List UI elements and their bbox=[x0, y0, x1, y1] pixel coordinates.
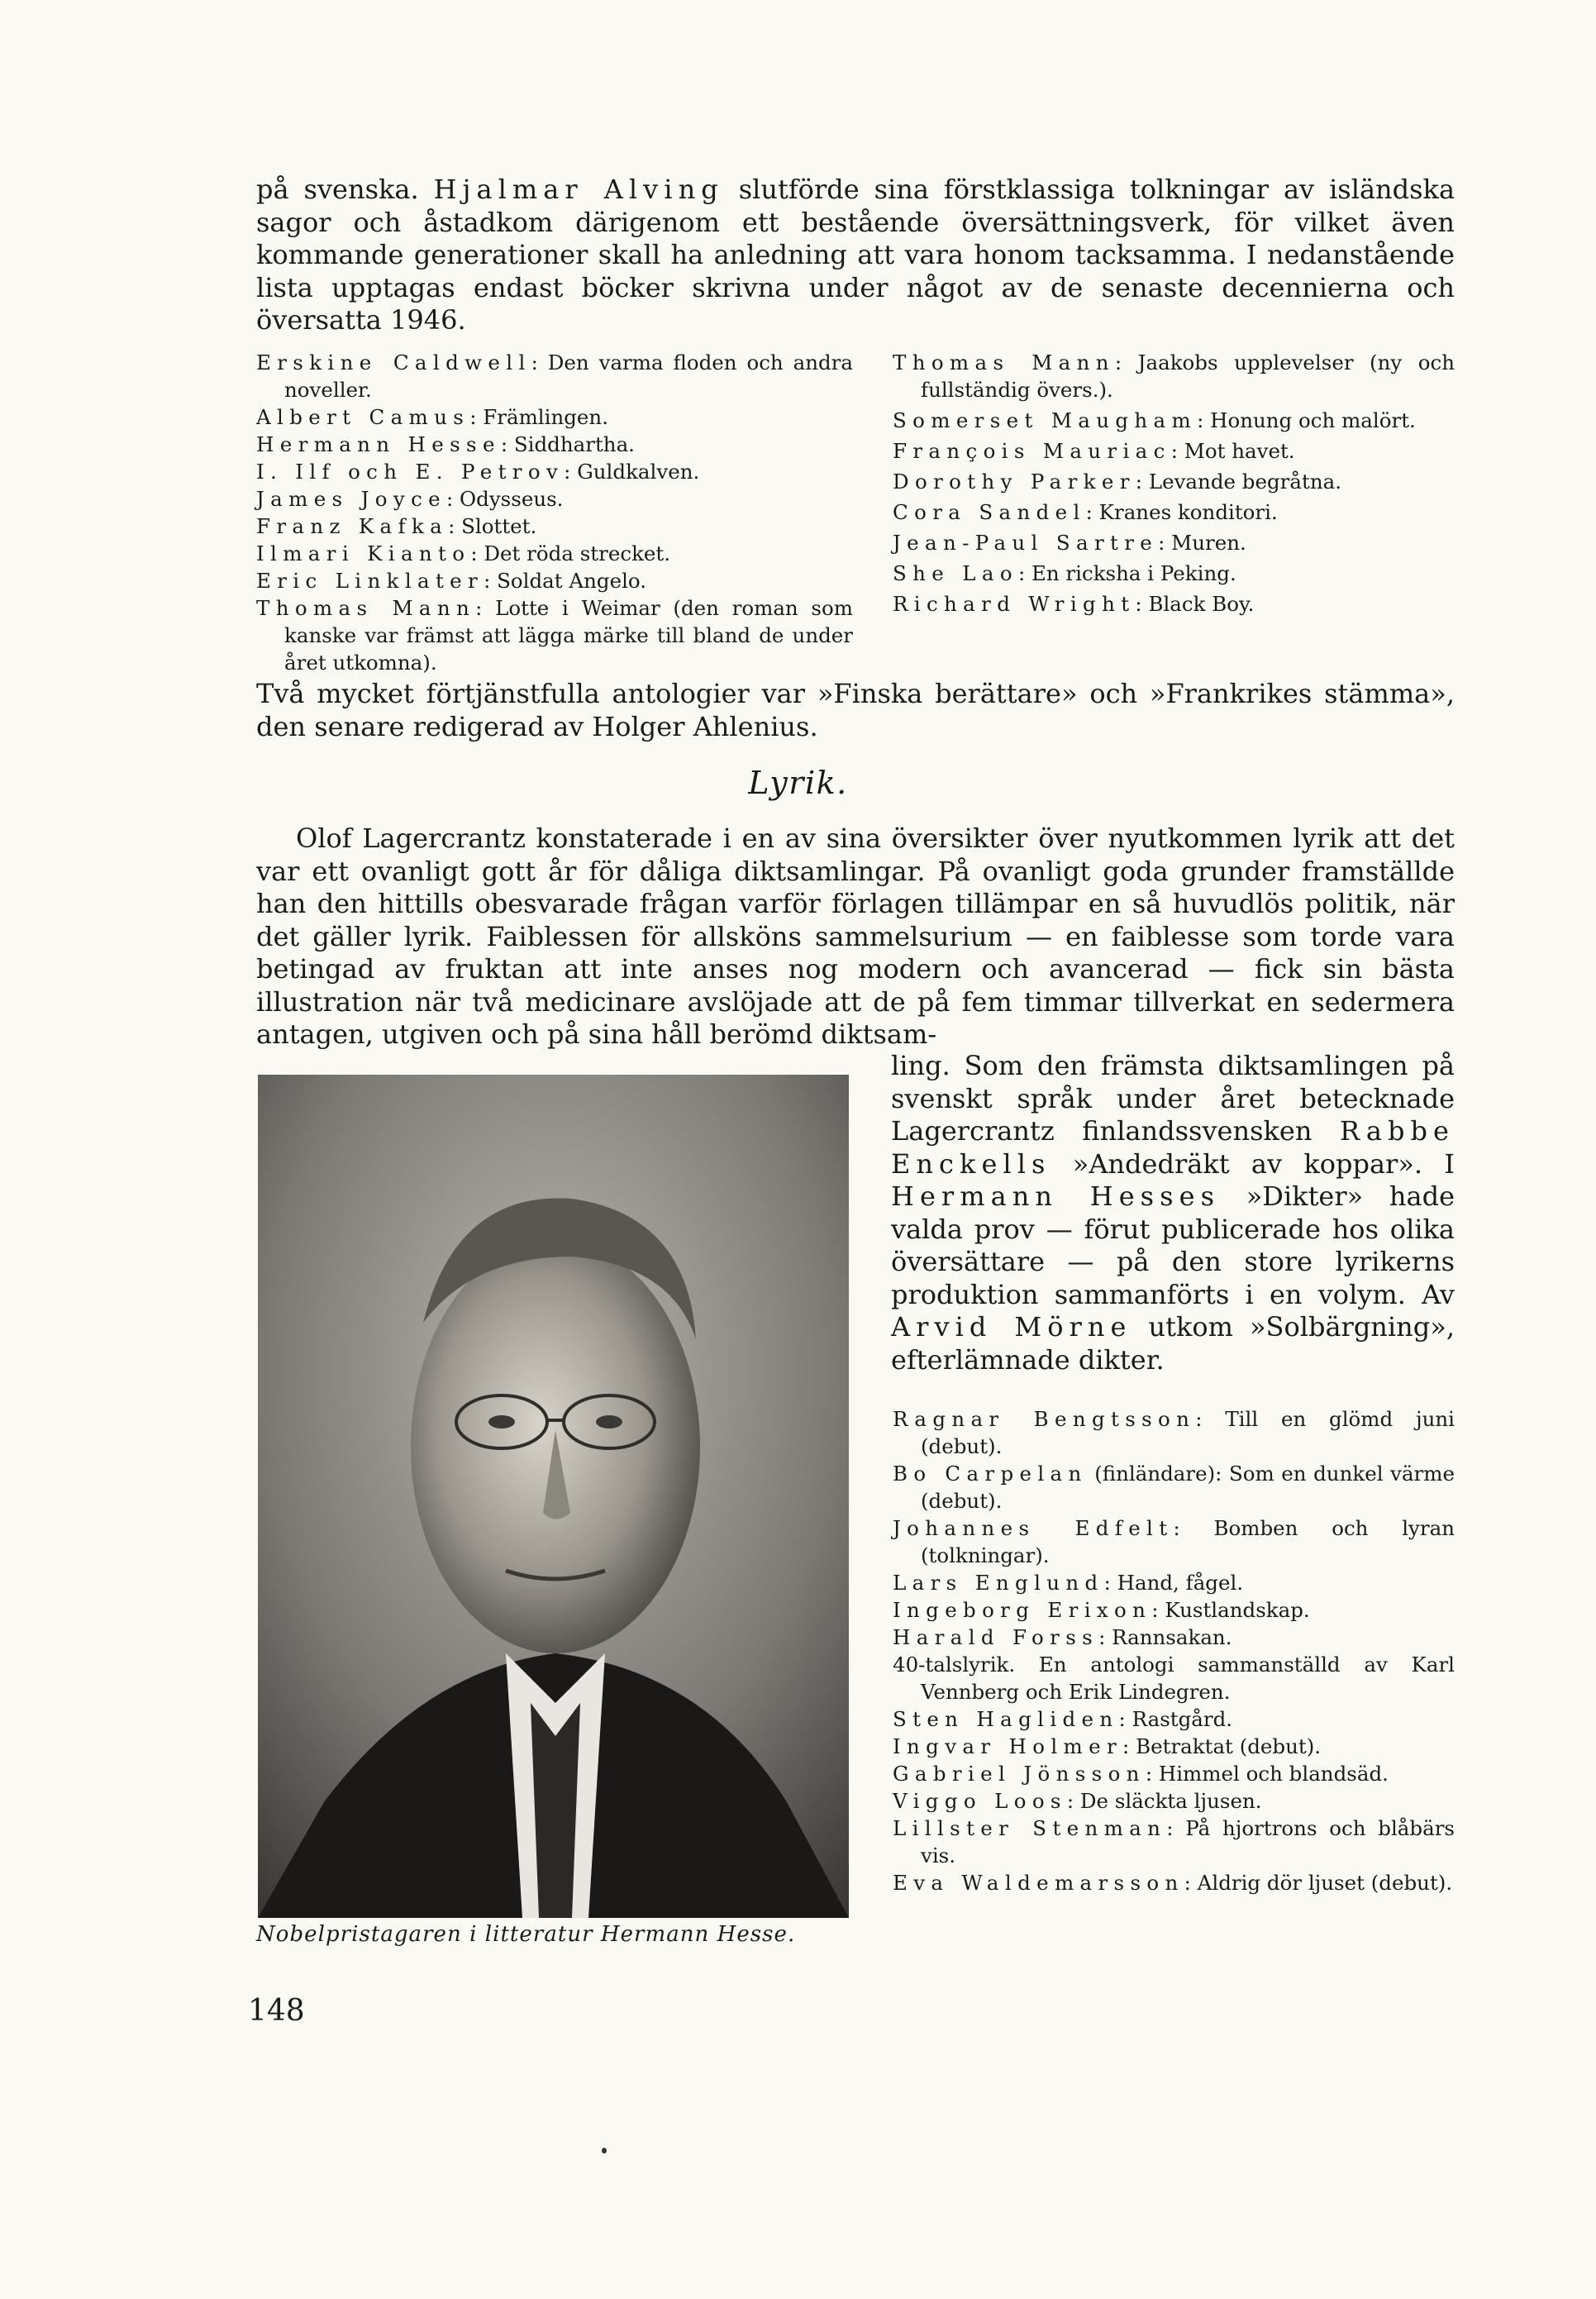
list-item: Eric Linklater: Soldat Angelo. bbox=[256, 569, 647, 593]
list-item: Bo Carpelan (finländare): Som en dunkel värme (debut). bbox=[893, 1462, 1455, 1513]
list-item: Gabriel Jönsson: Himmel och blandsäd. bbox=[893, 1762, 1389, 1786]
list-item: Harald Forss: Rannsakan. bbox=[893, 1625, 1232, 1649]
list-item: Dorothy Parker: Levande begråtna. bbox=[893, 470, 1341, 494]
author-name: Rabbe Enckells bbox=[891, 1115, 1455, 1180]
portrait-photo bbox=[258, 1075, 849, 1918]
author-name: Arvid Mörne bbox=[891, 1311, 1132, 1343]
photo-caption: Nobelpristagaren i litteratur Hermann Hesse. bbox=[256, 1922, 796, 1947]
list-item: Ingvar Holmer: Betraktat (debut). bbox=[893, 1734, 1322, 1758]
section-heading-lyrik: Lyrik. bbox=[748, 765, 848, 801]
list-item: François Mauriac: Mot havet. bbox=[893, 439, 1295, 463]
list-item: Sten Hagliden: Rastgård. bbox=[893, 1707, 1233, 1731]
prose-list-left bbox=[256, 349, 853, 676]
list-item: Ilmari Kianto: Det röda strecket. bbox=[256, 541, 671, 565]
anthologies-paragraph: Två mycket förtjänstfulla antologier var »Finska berättare» och »Frankrikes stämma», den senare redigerad av Holger Ahlenius. bbox=[256, 678, 1455, 742]
list-item: Lillster Stenman: På hjortrons och blåbärs vis. bbox=[893, 1816, 1455, 1867]
author-name: Hjalmar Alving bbox=[433, 174, 724, 205]
intro-text-2: slutförde sina förstklassiga tolkningar av isländska sagor och åstadkom därigenom ett bestående översättningsverk, för vilket även kommande generationer skall ha anledning att vara honom tacksamma. I nedanstående lista upptagas endast böcker skrivna under något av de senaste decennierna och översatta 1946. bbox=[256, 174, 1455, 336]
page-number: 148 bbox=[248, 1994, 305, 2028]
list-item: James Joyce: Odysseus. bbox=[256, 487, 564, 511]
list-item: Lars Englund: Hand, fågel. bbox=[893, 1571, 1244, 1595]
list-item: Ragnar Bengtsson: Till en glömd juni (debut). bbox=[893, 1407, 1455, 1458]
list-item: Eva Waldemarsson: Aldrig dör ljuset (debut). bbox=[893, 1871, 1453, 1895]
list-item: 40-talslyrik. En antologi sammanställd av Karl Vennberg och Erik Lindegren. bbox=[893, 1653, 1455, 1704]
list-item: Jean-Paul Sartre: Muren. bbox=[893, 531, 1246, 555]
list-item: Erskine Caldwell: Den varma floden och andra noveller. bbox=[256, 351, 853, 402]
list-item: She Lao: En ricksha i Peking. bbox=[893, 561, 1236, 585]
lyrik-paragraph-2: ling. Som den främsta diktsamlingen på svenskt språk under året betecknade Lagercrantz finlandssvensken Rabbe Enckells »Andedräkt av koppar». I Hermann Hesses »Dikter» hade valda prov — förut publicerade hos olika översättare — på den store lyrikerns produktion sammanförts i en volym. Av Arvid Mörne utkom »Solbärgning», efterlämnade dikter. bbox=[891, 1050, 1455, 1376]
print-speck bbox=[602, 2148, 607, 2154]
list-item: Thomas Mann: Lotte i Weimar (den roman som kanske var främst att lägga märke till bland de under året utkomna). bbox=[256, 596, 853, 675]
list-item: Somerset Maugham: Honung och malört. bbox=[893, 408, 1416, 432]
list-item: Ingeborg Erixon: Kustlandskap. bbox=[893, 1598, 1310, 1622]
list-item: I. Ilf och E. Petrov: Guldkalven. bbox=[256, 460, 700, 484]
portrait-image bbox=[258, 1075, 849, 1918]
list-item: Cora Sandel: Kranes konditori. bbox=[893, 500, 1278, 524]
author-name: Hermann Hesses bbox=[891, 1181, 1221, 1212]
list-item: Thomas Mann: Jaakobs upplevelser (ny och fullständig övers.). bbox=[893, 351, 1455, 402]
list-item: Richard Wright: Black Boy. bbox=[893, 592, 1255, 616]
list-item: Hermann Hesse: Siddhartha. bbox=[256, 432, 635, 456]
list-item: Franz Kafka: Slottet. bbox=[256, 514, 537, 538]
list-item: Viggo Loos: De släckta ljusen. bbox=[893, 1789, 1262, 1813]
intro-paragraph bbox=[256, 174, 1455, 337]
lyrik-paragraph-1: Olof Lagercrantz konstaterade i en av sina översikter över nyutkommen lyrik att det var ett ovanligt gott år för dåliga diktsamlingar. På ovanligt goda grunder framställde han den hittills obesvarade frågan varför förlagen tillämpar en så huvudlös politik, när det gäller lyrik. Faiblessen för allsköns sammelsurium — en faiblesse som torde vara betingad av fruktan att inte anses nog modern och avancerad — fick sin bästa illustration när två medicinare avslöjade att de på fem timmar tillverkat en sedermera antagen, utgiven och på sina håll berömd diktsam- bbox=[256, 823, 1455, 1050]
prose-list-right bbox=[893, 349, 1455, 618]
poetry-list bbox=[893, 1405, 1455, 1896]
intro-text-1: på svenska. bbox=[256, 174, 434, 205]
list-item: Albert Camus: Främlingen. bbox=[256, 405, 608, 429]
list-item: Johannes Edfelt: Bomben och lyran (tolkningar). bbox=[893, 1516, 1455, 1567]
